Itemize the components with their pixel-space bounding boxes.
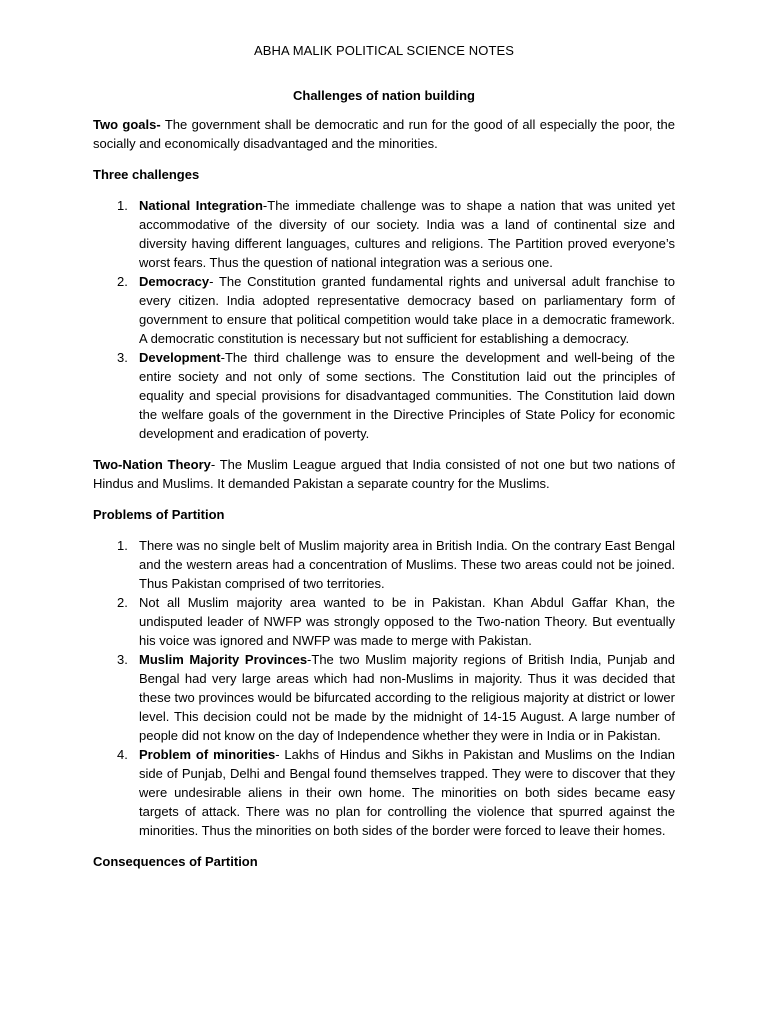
list-item-label: Development — [139, 350, 221, 365]
list-item — [93, 745, 675, 840]
list-item-label: Muslim Majority Provinces — [139, 652, 308, 667]
list-item-number: 1. — [117, 198, 128, 213]
two-nation-label: Two-Nation Theory — [93, 457, 211, 472]
list-item-label: Problem of minorities — [139, 747, 276, 762]
page-title: Challenges of nation building — [293, 88, 475, 103]
problems-list — [93, 536, 675, 840]
list-item-text: -The immediate challenge was to shape a nation that was united yet accommodative of the diversity of our society. India was a land of continental size and diversity having different languages, cultures and religions. The Partition proved everyone’s worst fears. Thus the question of national integration was a serious one. — [139, 198, 675, 270]
consequences-heading: Consequences of Partition — [93, 854, 258, 869]
list-item-number: 3. — [117, 350, 128, 365]
list-item — [93, 196, 675, 272]
two-nation-paragraph — [93, 455, 675, 493]
list-item-number: 2. — [117, 274, 128, 289]
two-goals-label: Two goals- — [93, 117, 161, 132]
list-item — [93, 272, 675, 348]
list-item-text: Not all Muslim majority area wanted to be in Pakistan. Khan Abdul Gaffar Khan, the undisputed leader of NWFP was strongly opposed to the Two-nation Theory. But eventually his voice was ignored and NWFP was made to merge with Pakistan. — [139, 595, 675, 648]
list-item-number: 3. — [117, 652, 128, 667]
list-item-text: -The two Muslim majority regions of British India, Punjab and Bengal had very large areas which had non-Muslims in majority. Thus it was decided that these two provinces would be bifurcated according to the religious majority at district or lower level. This decision could not be made by the midnight of 14-15 August. A large number of people did not know on the day of Independence whether they were in India or in Pakistan. — [139, 652, 675, 743]
list-item-text: - The Constitution granted fundamental rights and universal adult franchise to every citizen. India adopted representative democracy based on parliamentary form of government to ensure that political competition would take place in a democratic framework. A democratic constitution is necessary but not sufficient for establishing a democracy. — [139, 274, 675, 346]
list-item — [93, 348, 675, 443]
list-item-text: There was no single belt of Muslim majority area in British India. On the contrary East Bengal and the western areas had a concentration of Muslims. These two areas could not be joined. Thus Pakistan comprised of two territories. — [139, 538, 675, 591]
two-nation-text: - The Muslim League argued that India consisted of not one but two nations of Hindus and Muslims. It demanded Pakistan a separate country for the Muslims. — [93, 457, 675, 491]
list-item — [93, 593, 675, 650]
list-item-number: 1. — [117, 538, 128, 553]
three-challenges-heading: Three challenges — [93, 167, 200, 182]
list-item-label: Democracy — [139, 274, 210, 289]
list-item-text: -The third challenge was to ensure the development and well-being of the entire society and not only of some sections. The Constitution laid out the principles of equality and special provisions for disadvantaged communities. The Constitution laid down the welfare goals of the government in the Directive Principles of State Policy for economic development and eradication of poverty. — [139, 350, 675, 441]
list-item-number: 4. — [117, 747, 128, 762]
two-goals-text: The government shall be democratic and run for the good of all especially the poor, the socially and economically disadvantaged and the minorities. — [93, 117, 675, 151]
list-item-number: 2. — [117, 595, 128, 610]
challenges-list — [93, 196, 675, 443]
document-header: ABHA MALIK POLITICAL SCIENCE NOTES — [253, 43, 515, 58]
list-item — [93, 536, 675, 593]
list-item-text: - Lakhs of Hindus and Sikhs in Pakistan and Muslims on the Indian side of Punjab, Delhi and Bengal found themselves trapped. They were to discover that they were undesirable aliens in their own home. The minorities on both sides became easy targets of attack. There was no plan for controlling the violence that spurred against the minorities. Thus the minorities on both sides of the border were forced to leave their homes. — [139, 747, 675, 838]
list-item-label: National Integration — [139, 198, 263, 213]
list-item — [93, 650, 675, 745]
two-goals-paragraph — [93, 115, 675, 153]
problems-heading: Problems of Partition — [93, 507, 225, 522]
